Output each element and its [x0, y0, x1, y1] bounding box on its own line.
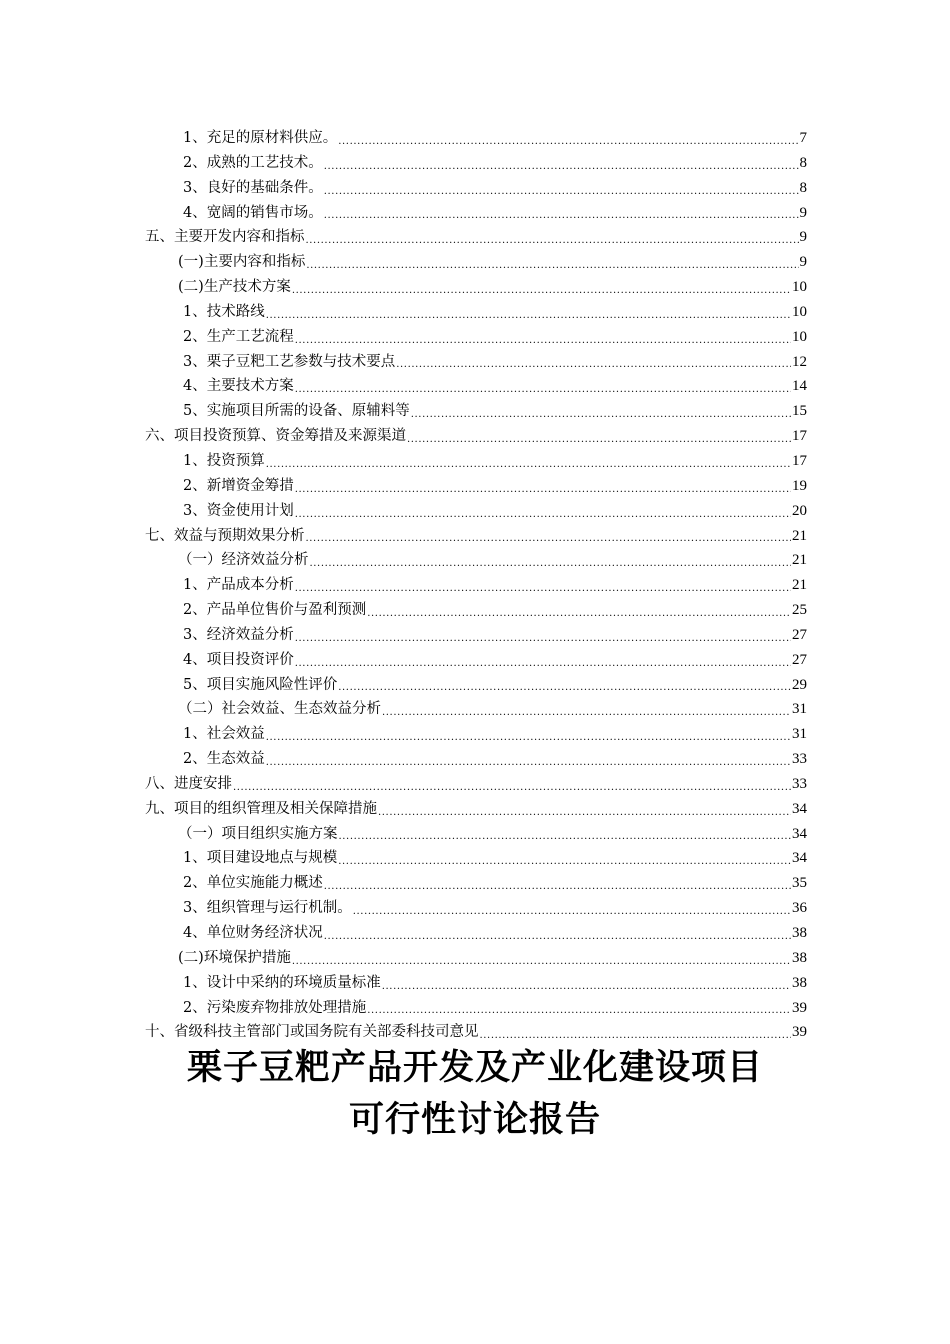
toc-page-number: 7 [799, 130, 807, 146]
toc-leader-dots [324, 183, 799, 201]
toc-page-number: 25 [792, 602, 807, 619]
toc-leader-dots [295, 481, 791, 499]
toc-leader-dots [324, 207, 799, 225]
toc-page-number: 33 [792, 775, 807, 792]
toc-page-number: 14 [792, 378, 807, 395]
toc-entry-title: 5、实施项目所需的设备、原辅料等 [183, 403, 410, 420]
toc-leader-dots [382, 704, 791, 722]
document-title-line-2: 可行性讨论报告 [348, 1100, 601, 1140]
toc-page-number: 31 [792, 701, 807, 718]
toc-leader-dots [310, 555, 792, 573]
toc-entry[interactable] [145, 399, 807, 424]
toc-page-number: 8 [799, 154, 807, 171]
toc-entry[interactable] [145, 1020, 807, 1045]
toc-leader-dots [266, 729, 791, 747]
toc-leader-dots [338, 679, 791, 697]
toc-leader-dots [292, 282, 791, 300]
toc-entry[interactable] [145, 275, 807, 300]
toc-entry-title: 4、项目投资评价 [183, 651, 294, 668]
toc-page-number: 38 [792, 925, 807, 941]
toc-entry[interactable] [145, 201, 807, 226]
toc-leader-dots [324, 878, 791, 896]
toc-leader-dots [233, 779, 791, 797]
toc-leader-dots [338, 133, 798, 151]
toc-entry[interactable] [145, 971, 807, 996]
toc-page-number: 21 [792, 577, 807, 594]
toc-entry-title: 5、项目实施风险性评价 [183, 676, 338, 693]
toc-leader-dots [367, 605, 791, 623]
toc-entry-title: 九、项目的组织管理及相关保障措施 [145, 800, 377, 817]
table-of-contents [145, 126, 807, 1045]
toc-entry[interactable] [145, 126, 807, 151]
toc-entry[interactable] [145, 722, 807, 747]
toc-entry[interactable] [145, 325, 807, 350]
toc-entry-title: 1、产品成本分析 [183, 577, 294, 594]
toc-entry-title: (二)环境保护措施 [178, 949, 291, 966]
toc-entry-title: 八、进度安排 [145, 775, 232, 792]
toc-leader-dots [295, 381, 791, 399]
toc-leader-dots [367, 1002, 791, 1020]
toc-entry[interactable] [145, 449, 807, 474]
toc-entry-title: 3、栗子豆粑工艺参数与技术要点 [183, 353, 396, 370]
toc-page-number: 9 [799, 204, 807, 221]
toc-page-number: 10 [792, 328, 807, 345]
toc-leader-dots [339, 828, 792, 846]
toc-entry[interactable] [145, 697, 807, 722]
toc-entry-title: 3、资金使用计划 [183, 502, 294, 519]
toc-page-number: 20 [792, 502, 807, 519]
toc-entry-title: 2、单位实施能力概述 [183, 875, 323, 892]
toc-entry-title: 六、项目投资预算、资金筹措及来源渠道 [145, 428, 406, 445]
toc-leader-dots [338, 853, 791, 871]
toc-leader-dots [411, 406, 791, 424]
toc-leader-dots [295, 580, 791, 598]
toc-page-number: 21 [792, 527, 807, 544]
toc-leader-dots [396, 356, 791, 374]
toc-page-number: 9 [799, 229, 807, 246]
toc-leader-dots [295, 506, 791, 524]
toc-entry-title: 1、设计中采纳的环境质量标准 [183, 974, 381, 991]
toc-leader-dots [266, 456, 791, 474]
toc-page-number: 34 [792, 800, 807, 817]
toc-page-number: 9 [799, 254, 807, 271]
toc-entry[interactable] [145, 921, 807, 946]
toc-page-number: 33 [792, 751, 807, 768]
toc-entry[interactable] [145, 499, 807, 524]
toc-entry-title: 3、组织管理与运行机制。 [183, 900, 352, 917]
toc-entry-title: 1、技术路线 [183, 303, 265, 320]
toc-page-number: 21 [792, 552, 807, 569]
toc-page-number: 34 [792, 825, 807, 842]
toc-entry-title: 4、主要技术方案 [183, 378, 294, 395]
toc-entry[interactable] [145, 548, 807, 573]
toc-entry[interactable] [145, 151, 807, 176]
toc-entry[interactable] [145, 225, 807, 250]
toc-leader-dots [306, 530, 792, 548]
toc-entry[interactable] [145, 524, 807, 549]
toc-entry[interactable] [145, 176, 807, 201]
toc-leader-dots [266, 307, 791, 325]
toc-page-number: 15 [792, 403, 807, 420]
toc-entry-title: (二)生产技术方案 [178, 279, 291, 296]
toc-entry-title: 2、产品单位售价与盈利预测 [183, 602, 367, 619]
toc-leader-dots [407, 431, 791, 449]
toc-page-number: 17 [792, 452, 807, 469]
toc-entry[interactable] [145, 598, 807, 623]
toc-entry[interactable] [145, 846, 807, 871]
document-title-line-1: 栗子豆粑产品开发及产业化建设项目 [186, 1048, 763, 1088]
toc-entry[interactable] [145, 250, 807, 275]
toc-entry-title: 1、社会效益 [183, 726, 265, 743]
toc-entry-title: （一）经济效益分析 [178, 552, 309, 569]
toc-leader-dots [306, 232, 799, 250]
toc-entry-title: 十、省级科技主管部门或国务院有关部委科技司意见 [145, 1024, 479, 1041]
toc-leader-dots [324, 928, 791, 946]
toc-page-number: 10 [792, 303, 807, 320]
toc-page-number: 38 [792, 949, 807, 966]
toc-entry[interactable] [145, 474, 807, 499]
toc-entry[interactable] [145, 648, 807, 673]
toc-page-number: 39 [792, 1024, 807, 1041]
toc-entry[interactable] [145, 623, 807, 648]
toc-entry-title: 2、成熟的工艺技术。 [183, 154, 323, 171]
toc-leader-dots [378, 804, 791, 822]
toc-entry-title: 3、良好的基础条件。 [183, 179, 323, 196]
toc-entry-title: 五、主要开发内容和指标 [145, 229, 305, 246]
toc-leader-dots [480, 1027, 792, 1045]
toc-entry[interactable] [145, 871, 807, 896]
toc-leader-dots [324, 158, 799, 176]
toc-leader-dots [353, 903, 791, 921]
toc-entry[interactable] [145, 424, 807, 449]
toc-entry-title: 2、生态效益 [183, 751, 265, 768]
toc-page-number: 29 [792, 676, 807, 693]
toc-entry[interactable] [145, 300, 807, 325]
toc-entry-title: 七、效益与预期效果分析 [145, 527, 305, 544]
toc-leader-dots [295, 630, 791, 648]
toc-entry-title: 1、项目建设地点与规模 [183, 850, 338, 867]
toc-page-number: 12 [792, 353, 807, 370]
toc-entry-title: 1、充足的原材料供应。 [183, 130, 338, 146]
toc-entry-title: 3、经济效益分析 [183, 626, 294, 643]
toc-entry[interactable] [145, 673, 807, 698]
toc-entry[interactable] [145, 573, 807, 598]
toc-page-number: 19 [792, 477, 807, 494]
toc-leader-dots [295, 655, 791, 673]
toc-page-number: 10 [792, 279, 807, 296]
toc-entry[interactable] [145, 996, 807, 1021]
toc-entry[interactable] [145, 350, 807, 375]
toc-entry-title: 1、投资预算 [183, 452, 265, 469]
toc-entry-title: （一）项目组织实施方案 [178, 825, 338, 842]
toc-entry[interactable] [145, 822, 807, 847]
toc-page-number: 17 [792, 428, 807, 445]
toc-entry[interactable] [145, 374, 807, 399]
toc-entry-title: 2、生产工艺流程 [183, 328, 294, 345]
toc-entry-title: 4、宽阔的销售市场。 [183, 204, 323, 221]
toc-entry[interactable] [145, 946, 807, 971]
toc-page-number: 8 [799, 179, 807, 196]
toc-entry[interactable] [145, 896, 807, 921]
toc-entry[interactable] [145, 747, 807, 772]
toc-page-number: 31 [792, 726, 807, 743]
toc-page-number: 38 [792, 974, 807, 991]
toc-page-number: 35 [792, 875, 807, 892]
toc-entry[interactable] [145, 797, 807, 822]
toc-entry-title: 2、污染废弃物排放处理措施 [183, 999, 367, 1016]
toc-page-number: 39 [792, 999, 807, 1016]
toc-leader-dots [306, 257, 798, 275]
toc-page-number: 27 [792, 626, 807, 643]
toc-page-number: 27 [792, 651, 807, 668]
toc-leader-dots [266, 754, 791, 772]
toc-entry-title: 4、单位财务经济状况 [183, 925, 323, 941]
toc-entry[interactable] [145, 772, 807, 797]
toc-entry-title: （二）社会效益、生态效益分析 [178, 701, 381, 718]
toc-leader-dots [382, 978, 791, 996]
toc-leader-dots [295, 332, 791, 350]
toc-page-number: 36 [792, 900, 807, 917]
toc-entry-title: 2、新增资金筹措 [183, 477, 294, 494]
toc-leader-dots [292, 953, 791, 971]
toc-page-number: 34 [792, 850, 807, 867]
toc-entry-title: (一)主要内容和指标 [178, 254, 306, 271]
